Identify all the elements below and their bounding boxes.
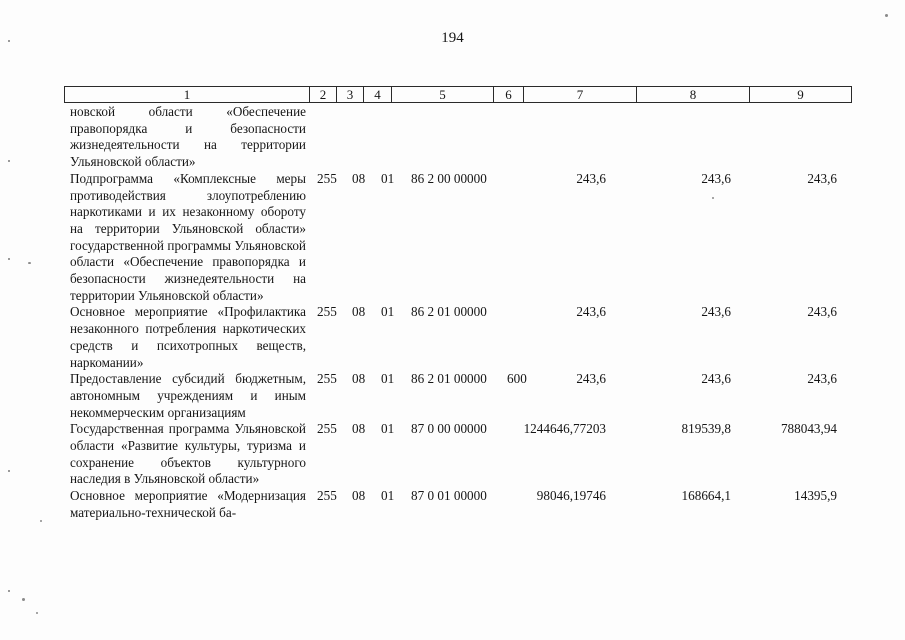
table-row — [70, 104, 850, 171]
scan-speck — [36, 612, 38, 614]
row-value-8: 819539,8 — [681, 421, 731, 437]
row-rz: 08 — [352, 371, 366, 387]
row-value-7: 98046,19746 — [536, 488, 606, 504]
row-pr: 01 — [381, 304, 395, 320]
scan-speck — [8, 470, 10, 472]
row-value-7: 243,6 — [576, 170, 606, 186]
scan-speck — [885, 14, 888, 17]
scan-speck — [8, 40, 10, 42]
row-csr: 86 2 01 00000 — [411, 304, 487, 320]
row-grbs: 255 — [317, 371, 337, 387]
row-value-9: 243,6 — [807, 371, 837, 387]
row-value-8: 243,6 — [701, 170, 731, 186]
row-value-8: 168664,1 — [681, 488, 731, 504]
table-row — [70, 421, 850, 488]
row-value-8: 243,6 — [701, 371, 731, 387]
row-name: Подпрограмма «Комплексные меры противодействия злоупотреблению наркотиками и их незаконному обороту на территории Ульяновской области» государственной программы Ульяновской области «Обеспечение правопорядка и безопасности жизнедеятельности на территории Ульяновской области» — [70, 170, 306, 303]
row-name: новской области «Обеспечение правопорядка и безопасности жизнедеятельности на территории Ульяновской области» — [70, 104, 306, 170]
row-rz: 08 — [352, 170, 366, 186]
scan-speck — [8, 258, 10, 260]
row-pr: 01 — [381, 170, 395, 186]
column-header-3: 3 — [337, 87, 364, 102]
row-value-7: 243,6 — [576, 304, 606, 320]
row-value-7: 243,6 — [576, 371, 606, 387]
row-rz: 08 — [352, 304, 366, 320]
row-value-9: 14395,9 — [794, 488, 837, 504]
table-header-row — [64, 86, 852, 103]
table-row — [70, 171, 850, 305]
row-csr: 87 0 00 00000 — [411, 421, 487, 437]
scan-speck — [40, 520, 42, 522]
row-value-9: 243,6 — [807, 304, 837, 320]
row-pr: 01 — [381, 421, 395, 437]
column-header-9: 9 — [797, 87, 804, 102]
row-value-7: 1244646,77203 — [523, 421, 606, 437]
page-number: 194 — [441, 30, 464, 46]
row-name: Основное мероприятие «Профилактика незаконного потребления наркотических средств и психотропных веществ, наркомании» — [70, 304, 306, 370]
row-value-9: 788043,94 — [780, 421, 837, 437]
row-value-8: 243,6 — [701, 304, 731, 320]
row-value-9: 243,6 — [807, 170, 837, 186]
column-header-4: 4 — [364, 87, 392, 102]
row-csr: 87 0 01 00000 — [411, 488, 487, 504]
column-header-1: 1 — [65, 87, 310, 102]
scan-speck — [28, 262, 31, 264]
row-name: Основное мероприятие «Модернизация материально-технической ба- — [70, 488, 306, 520]
column-header-5: 5 — [392, 87, 494, 102]
scan-speck — [8, 160, 10, 162]
scan-speck — [712, 197, 714, 199]
row-grbs: 255 — [317, 421, 337, 437]
row-vr: 600 — [507, 371, 527, 387]
row-rz: 08 — [352, 421, 366, 437]
row-grbs: 255 — [317, 170, 337, 186]
column-header-6: 6 — [494, 87, 524, 102]
column-header-8: 8 — [637, 87, 750, 102]
table-body — [70, 104, 850, 522]
row-pr: 01 — [381, 371, 395, 387]
table-row — [70, 488, 850, 521]
row-pr: 01 — [381, 488, 395, 504]
row-name: Государственная программа Ульяновской области «Развитие культуры, туризма и сохранение объектов культурного наследия в Ульяновской области» — [70, 421, 306, 487]
column-header-7: 7 — [524, 87, 637, 102]
row-rz: 08 — [352, 488, 366, 504]
table-row — [70, 371, 850, 421]
row-grbs: 255 — [317, 488, 337, 504]
scan-speck — [22, 598, 25, 601]
row-csr: 86 2 01 00000 — [411, 371, 487, 387]
column-header-2: 2 — [310, 87, 337, 102]
row-grbs: 255 — [317, 304, 337, 320]
row-name: Предоставление субсидий бюджетным, автономным учреждениям и иным некоммерческим организациям — [70, 371, 306, 420]
row-csr: 86 2 00 00000 — [411, 170, 487, 186]
scan-speck — [8, 590, 10, 592]
table-row — [70, 304, 850, 371]
